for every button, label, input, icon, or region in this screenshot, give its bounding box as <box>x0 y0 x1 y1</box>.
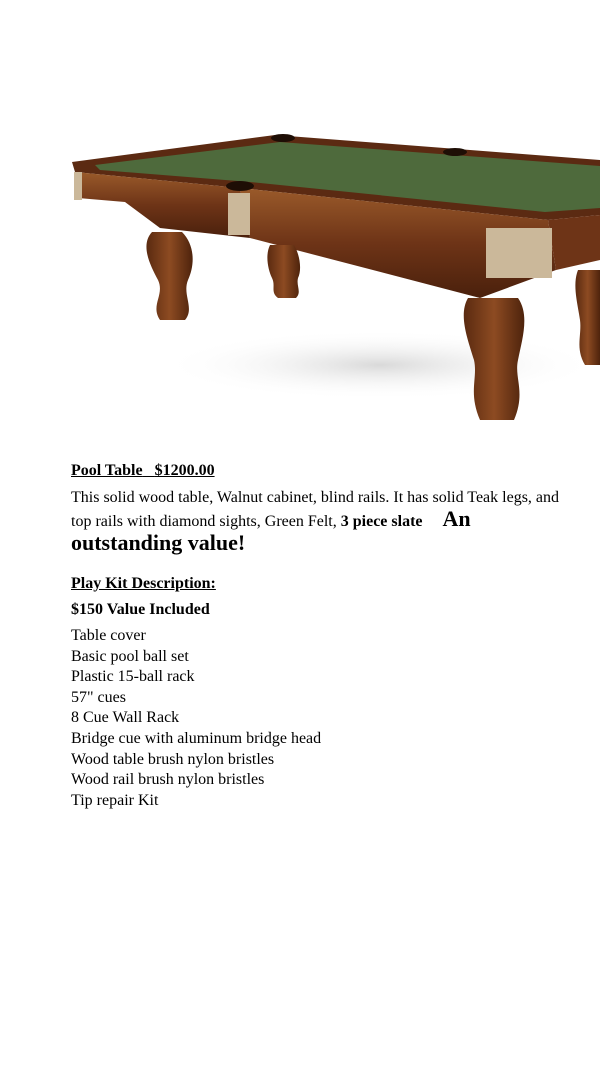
product-description <box>71 461 571 811</box>
play-kit-list <box>71 626 571 811</box>
pocket-fringe <box>74 172 82 200</box>
product-details <box>71 487 571 556</box>
pocket <box>271 134 295 142</box>
list-item: Bridge cue with aluminum bridge head <box>71 729 322 747</box>
product-name: Pool Table <box>71 462 143 479</box>
table-leg <box>146 232 192 320</box>
product-title <box>71 461 571 481</box>
product-price: $1200.00 <box>154 462 215 479</box>
table-leg <box>267 245 300 298</box>
list-item: Table cover <box>71 627 146 644</box>
list-item: Basic pool ball set <box>71 647 189 665</box>
pocket <box>443 148 467 156</box>
pool-table-image <box>0 120 600 440</box>
pocket <box>226 181 254 191</box>
table-apron-right <box>548 215 600 270</box>
product-description-text: This solid wood table, Walnut cabinet, blind rails. It has solid Teak legs, and top rails with diamond sights, Green Felt, <box>71 489 560 530</box>
product-description-bold: 3 piece slate <box>340 513 423 530</box>
list-item: Wood rail brush nylon bristles <box>71 771 265 789</box>
pocket-fringe <box>486 228 552 278</box>
list-item: 57" cues <box>71 688 126 706</box>
product-highlight: An outstanding value! <box>71 506 471 555</box>
table-shadow <box>160 330 600 400</box>
play-kit-value: $150 Value Included <box>71 601 210 618</box>
list-item: Tip repair Kit <box>71 791 159 809</box>
play-kit-heading: Play Kit Description: <box>71 575 216 592</box>
list-item: Plastic 15-ball rack <box>71 668 195 686</box>
pocket-fringe <box>228 193 250 235</box>
list-item: Wood table brush nylon bristles <box>71 750 275 768</box>
list-item: 8 Cue Wall Rack <box>71 709 180 727</box>
